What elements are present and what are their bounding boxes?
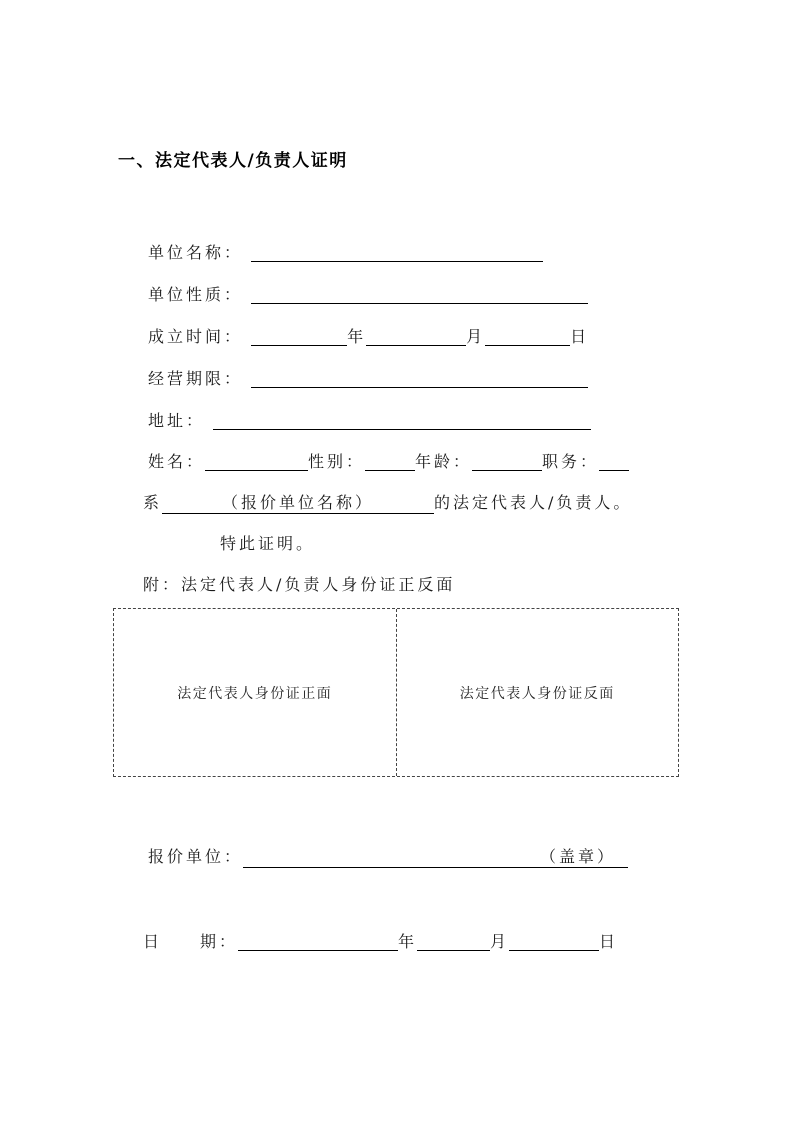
gender-blank[interactable] <box>365 450 415 471</box>
position-label: 职务： <box>542 452 600 471</box>
attachment-note-label: 附：法定代表人/负责人身份证正反面 <box>143 575 456 594</box>
establish-year-blank[interactable] <box>251 325 347 346</box>
company-name-label: 单位名称： <box>148 243 244 262</box>
company-nature-label: 单位性质： <box>148 285 244 304</box>
month-label: 月 <box>466 327 486 346</box>
id-card-front-cell[interactable] <box>114 609 397 776</box>
row-affiliation <box>143 491 632 515</box>
date-day-label: 日 <box>599 932 619 951</box>
id-card-back-cell[interactable] <box>397 609 679 776</box>
date-day-blank[interactable] <box>509 930 599 951</box>
position-blank[interactable] <box>599 450 629 471</box>
row-hereby-certify <box>220 532 315 556</box>
affiliation-suffix-label: 的法定代表人/负责人。 <box>434 493 633 512</box>
date-month-blank[interactable] <box>417 930 490 951</box>
seal-label: （盖章） <box>540 847 617 866</box>
quote-unit-label: 报价单位： <box>148 847 244 866</box>
row-quote-unit <box>148 845 628 869</box>
date-label: 日 期： <box>143 932 239 951</box>
id-card-front-label: 法定代表人身份证正面 <box>177 685 333 702</box>
row-business-term <box>148 367 588 391</box>
age-label: 年龄： <box>415 452 473 471</box>
establish-month-blank[interactable] <box>366 325 466 346</box>
business-term-blank[interactable] <box>251 367 588 388</box>
establish-date-label: 成立时间： <box>148 327 244 346</box>
id-card-back-label: 法定代表人身份证反面 <box>459 685 615 702</box>
person-name-label: 姓名： <box>148 452 206 471</box>
gender-label: 性别： <box>308 452 366 471</box>
id-card-attachment-box <box>113 608 679 777</box>
quote-unit-name-blank[interactable] <box>162 493 434 514</box>
year-label: 年 <box>347 327 367 346</box>
age-blank[interactable] <box>472 450 542 471</box>
company-nature-blank[interactable] <box>251 283 588 304</box>
row-person-info <box>148 450 629 474</box>
person-name-blank[interactable] <box>205 450 308 471</box>
company-name-blank[interactable] <box>251 241 543 262</box>
document-title: 一、法定代表人/负责人证明 <box>118 151 348 171</box>
row-company-nature <box>148 283 588 307</box>
row-attachment-note <box>143 573 455 597</box>
hereby-certify-label: 特此证明。 <box>220 534 316 553</box>
row-address <box>148 409 591 433</box>
date-month-label: 月 <box>490 932 510 951</box>
business-term-label: 经营期限： <box>148 369 244 388</box>
date-year-blank[interactable] <box>238 930 398 951</box>
date-year-label: 年 <box>398 932 418 951</box>
row-company-name <box>148 241 543 265</box>
address-blank[interactable] <box>213 409 591 430</box>
row-date <box>143 930 618 954</box>
day-label: 日 <box>570 327 590 346</box>
address-label: 地址： <box>148 411 206 430</box>
affiliation-hint-label: （报价单位名称） <box>222 493 375 512</box>
establish-day-blank[interactable] <box>485 325 570 346</box>
row-establish-date <box>148 325 589 349</box>
affiliation-prefix-label: 系 <box>143 493 163 512</box>
quote-unit-signature-blank[interactable] <box>243 847 628 868</box>
